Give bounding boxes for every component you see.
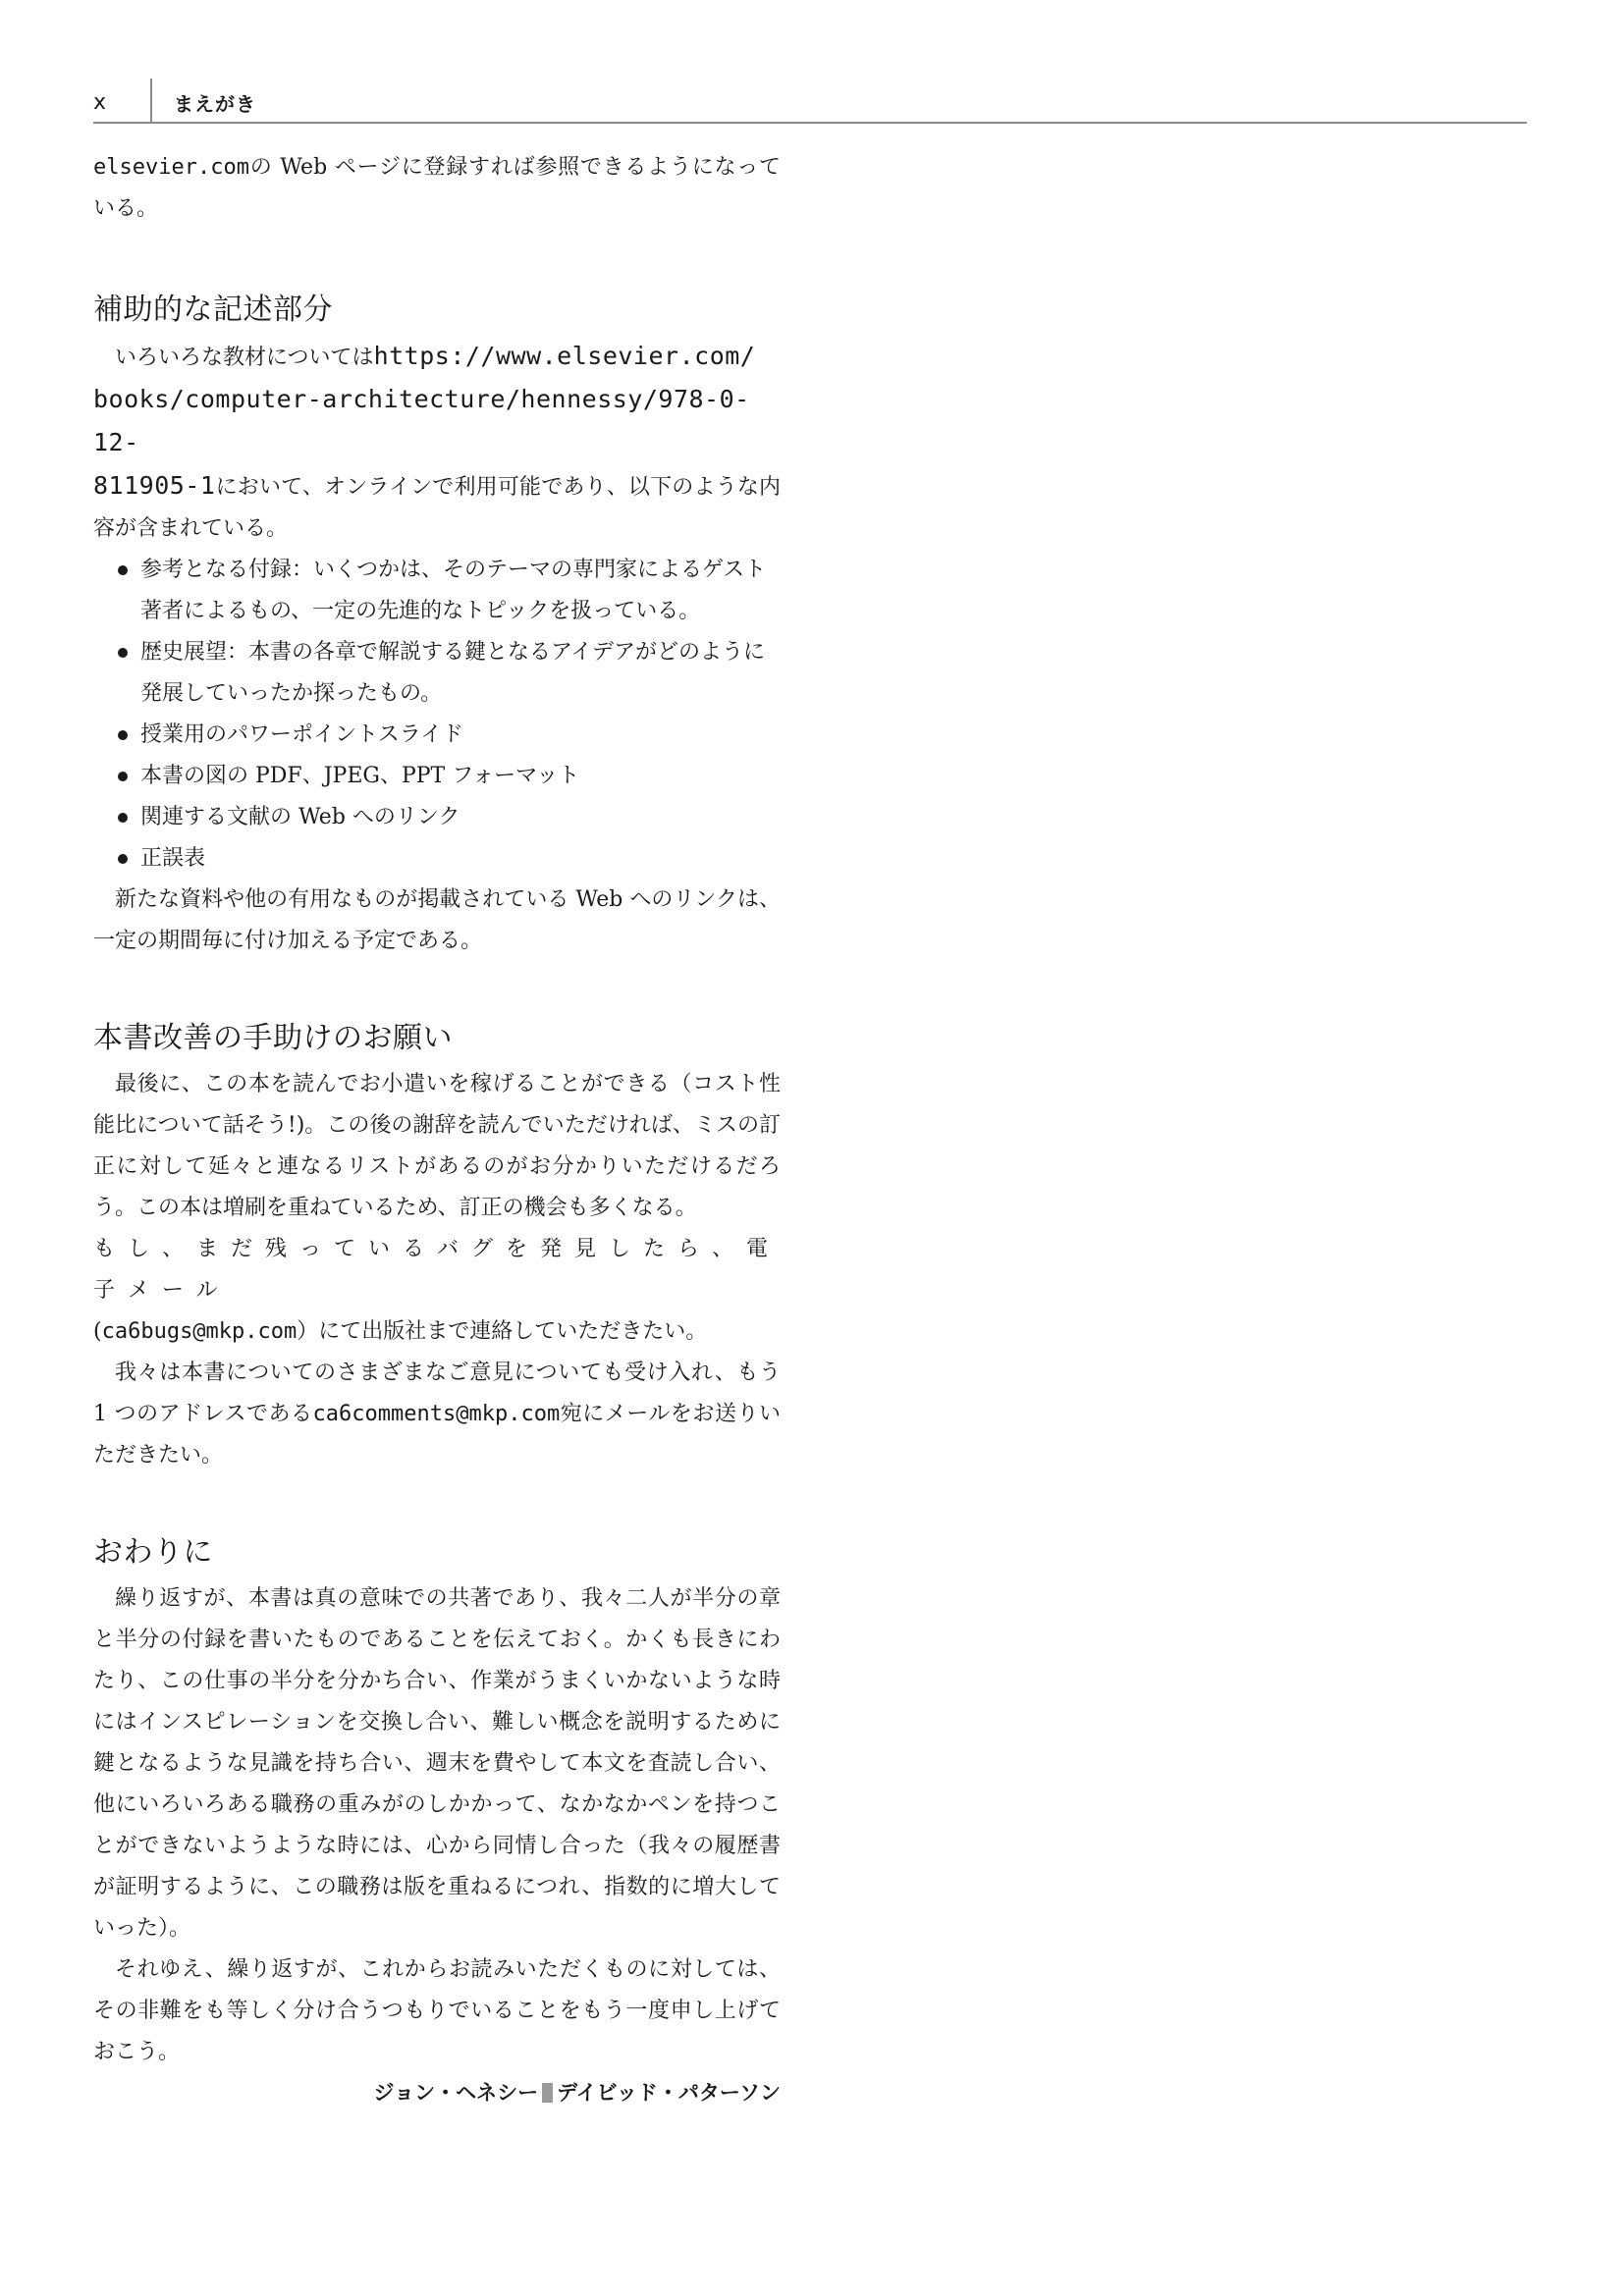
bullet-icon (118, 772, 128, 781)
list-item-text: 参考となる付録：いくつかは、そのテーマの専門家によるゲスト著者によるもの、一定の先進的なトピックを扱っている。 (140, 558, 767, 623)
email-open-paren: ( (93, 1319, 102, 1344)
author-name-1: ジョン・ヘネシー (373, 2081, 539, 2105)
materials-url-part-1: https://www.elsevier.com/ (373, 342, 756, 370)
section-title-improvement: 本書改善の手助けのお願い (93, 1021, 453, 1055)
intro-paragraph (93, 147, 781, 230)
supplementary-lead-after: において、オンラインで利用可能であり、以下のような内容が含まれている。 (93, 475, 781, 541)
materials-url-part-3: 811905-1 (93, 471, 216, 500)
closing-paragraph-2: それゆえ、繰り返すが、これからお読みいただくものに対しては、その非難をも等しく分け合うつもりでいることをもう一度申し上げておこう。 (93, 1957, 781, 2064)
list-item-text: 歴史展望：本書の各章で解説する鍵となるアイデアがどのように発展していったか探ったもの。 (140, 640, 766, 706)
intro-text: の Web ページに登録すれば参照できるようになっている。 (93, 155, 781, 221)
supplementary-lead-text: いろいろな教材については (115, 346, 374, 370)
comments-email: ca6comments@mkp.com (312, 1402, 561, 1426)
materials-url-part-2: books/computer-architecture/hennessy/978-0-12- (93, 385, 750, 456)
page-header (93, 86, 1527, 124)
list-item (93, 756, 781, 797)
author-signature (93, 2073, 781, 2112)
list-item-text: 正誤表 (140, 846, 206, 871)
intro-url: elsevier.com (93, 155, 249, 180)
list-item (93, 632, 781, 715)
bullet-icon (118, 854, 128, 864)
improvement-bug-request: もし、まだ残っているバグを発見したら、電子メール (93, 1237, 782, 1303)
bug-report-email: ca6bugs@mkp.com (101, 1319, 298, 1344)
section-title-supplementary: 補助的な記述部分 (93, 293, 333, 327)
section-title-closing: おわりに (93, 1535, 213, 1570)
list-item-text: 関連する文献の Web へのリンク (140, 805, 460, 829)
improvement-text-end: ）にて出版社まで連絡していただきたい。 (297, 1319, 708, 1344)
page-number: x (93, 90, 107, 115)
bullet-icon (118, 565, 128, 575)
improvement-paragraph-2 (93, 1353, 781, 1476)
signature-separator (542, 2083, 553, 2103)
improvement-paragraph-1 (93, 1064, 781, 1353)
running-title: まえがき (174, 92, 256, 116)
bullet-icon (118, 648, 128, 658)
list-item-text: 授業用のパワーポイントスライド (140, 722, 464, 747)
materials-list (93, 550, 781, 880)
list-item (93, 797, 781, 838)
bullet-icon (118, 730, 128, 740)
improvement-text: 最後に、この本を読んでお小遣いを稼げることができる（コスト性能比について話そう!)。この後の謝辞を読んでいただければ、ミスの訂正に対して延々と連なるリストがあるのがお分かりいただけるだろう。この本は増刷を重ねているため、訂正の機会も多くなる。 (93, 1072, 781, 1220)
supplementary-lead (93, 336, 781, 550)
improvement-text-2-end: 宛にメールをお送りいただきたい。 (93, 1402, 781, 1468)
list-item (93, 715, 781, 756)
supplementary-closing: 新たな資料や他の有用なものが掲載されている Web へのリンクは、一定の期間毎に付け加える予定である。 (93, 887, 781, 953)
author-name-2: デイビッド・パターソン (557, 2081, 781, 2105)
bullet-icon (118, 813, 128, 823)
list-item-text: 本書の図の PDF、JPEG、PPT フォーマット (140, 764, 580, 788)
closing-paragraph-1: 繰り返すが、本書は真の意味での共著であり、我々二人が半分の章と半分の付録を書いたものであることを伝えておく。かくも長きにわたり、この仕事の半分を分かち合い、作業がうまくいかないような時にはインスピレーションを交換し合い、難しい概念を説明するために鍵となるような見識を持ち合い、週末を費やして本文を査読し合い、他にいろいろある職務の重みがのしかかって、なかなかペンを持つことができないようような時には、心から同情し合った（我々の履歴書が証明するように、この職務は版を重ねるにつれ、指数的に増大していった）。 (93, 1586, 781, 1941)
list-item (93, 550, 781, 632)
header-divider (150, 79, 152, 122)
improvement-text-2: 我々は本書についてのさまざまなご意見についても受け入れ、もう 1 つのアドレスである (93, 1361, 781, 1426)
list-item (93, 838, 781, 880)
page-body (93, 147, 781, 2112)
